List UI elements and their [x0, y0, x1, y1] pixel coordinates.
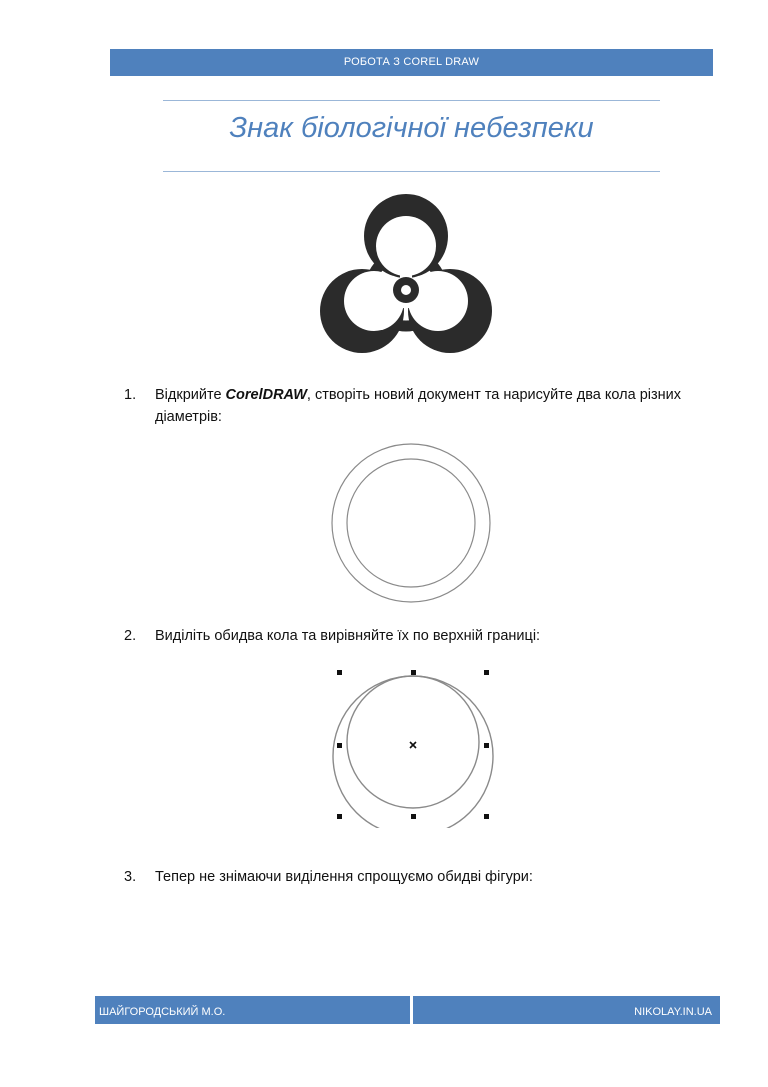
page-footer: [95, 996, 720, 1024]
biohazard-icon: [316, 190, 496, 375]
step-number: 1.: [124, 387, 137, 403]
two-circles-icon: [330, 443, 492, 610]
program-name: CorelDRAW: [225, 387, 307, 403]
page-title: Знак біологічної небезпеки: [229, 112, 594, 144]
footer-author: ШАЙГОРОДСЬКИЙ М.О.: [95, 996, 410, 1024]
aligned-circles-icon: [330, 664, 496, 833]
footer-site: NIKOLAY.IN.UA: [413, 996, 720, 1024]
step-text: Тепер не знімаючи виділення спрощуємо обидві фігури:: [155, 869, 533, 885]
step-text: Відкрийте CorelDRAW, створіть новий документ та нарисуйте два кола різних діаметрів:: [155, 387, 681, 425]
page-header: [110, 49, 713, 76]
title-rule-top: [163, 100, 660, 101]
step-number: 3.: [124, 869, 137, 885]
step-text: Виділіть обидва кола та вирівняйте їх по верхній границі:: [155, 628, 541, 644]
title-rule-bottom: [163, 171, 660, 172]
header-title: РОБОТА З COREL DRAW: [343, 56, 480, 68]
step-number: 2.: [124, 628, 137, 644]
